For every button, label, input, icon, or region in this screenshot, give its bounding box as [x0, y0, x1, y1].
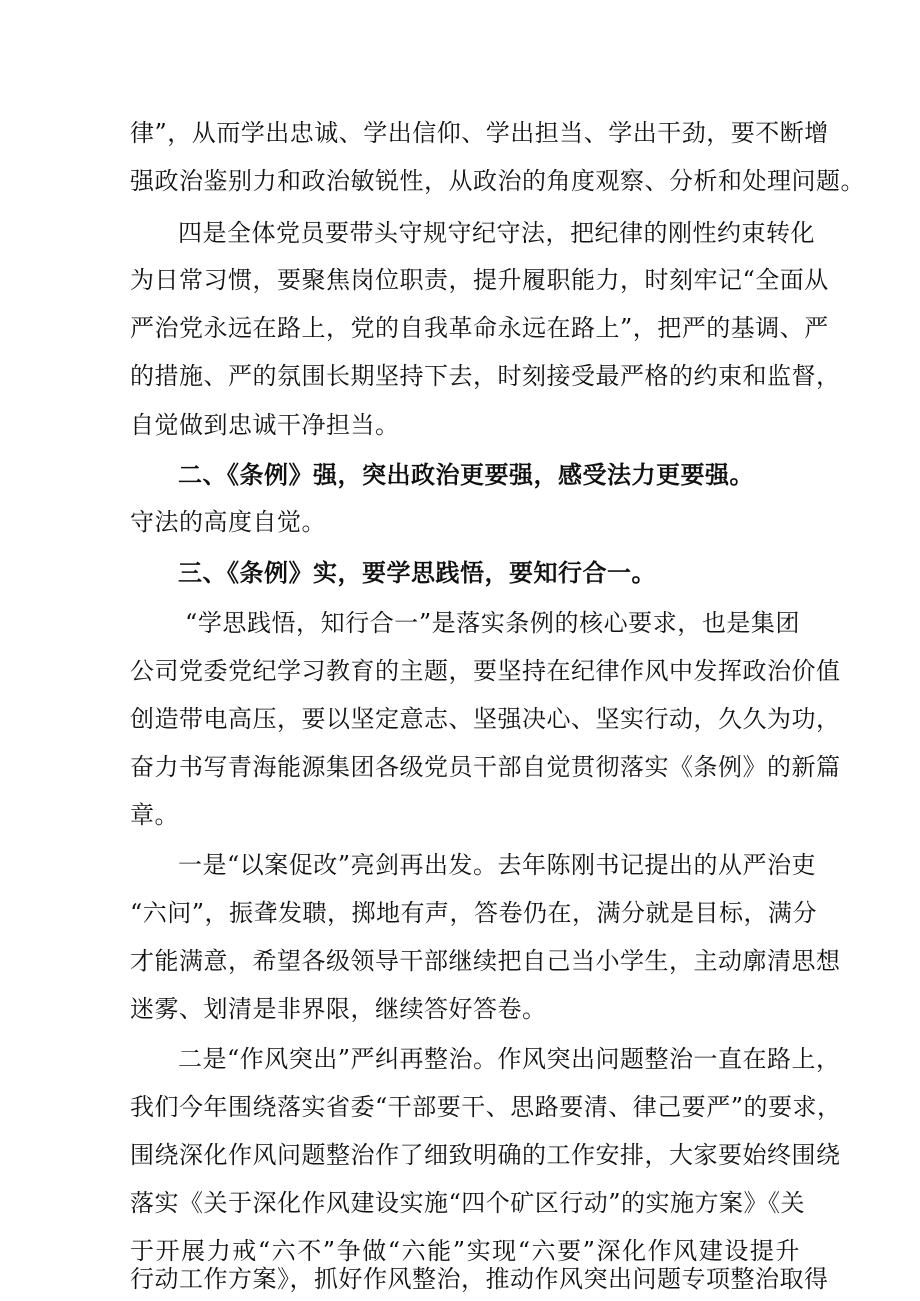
text-line: 强政治鉴别力和政治敏锐性，从政治的角度观察、分析和处理问题。 [130, 167, 865, 195]
text-line: 才能满意，希望各级领导干部继续把自己当小学生，主动廓清思想 [130, 947, 841, 975]
text-line: 一是“以案促改”亮剑再出发。去年陈刚书记提出的从严治吏 [178, 851, 817, 879]
text-line: 创造带电高压，要以坚定意志、坚强决心、坚实行动，久久为功， [130, 705, 841, 733]
section-heading: 二、《条例》强，突出政治更要强，感受法力更要强。 [178, 460, 754, 489]
text-line: 于开展力戒“六不”争做“六能”实现“六要”深化作风建设提升 [130, 1237, 800, 1265]
text-line: 公司党委党纪学习教育的主题，要坚持在纪律作风中发挥政治价值 [130, 657, 841, 685]
text-line: 迷雾、划清是非界限，继续答好答卷。 [130, 995, 547, 1023]
text-line: 行动工作方案》，抓好作风整治，推动作风突出问题专项整治取得 [130, 1265, 829, 1293]
text-line: 落实《关于深化作风建设实施“四个矿区行动”的实施方案》《关 [130, 1189, 806, 1217]
text-line: 自觉做到忠诚干净担当。 [130, 411, 400, 439]
text-line: “学思践悟，知行合一”是落实条例的核心要求，也是集团 [185, 609, 800, 637]
text-line: 律”，从而学出忠诚、学出信仰、学出担当、学出干劲，要不断增 [130, 119, 829, 147]
text-line: 为日常习惯，要聚焦岗位职责，提升履职能力，时刻牢记“全面从 [130, 266, 829, 294]
section-heading: 三、《条例》实，要学思践悟，要知行合一。 [178, 558, 656, 587]
text-line: 奋力书写青海能源集团各级党员干部自觉贯彻落实《条例》的新篇 [130, 753, 841, 781]
text-line: 我们今年围绕落实省委“干部要干、思路要清、律己要严”的要求， [130, 1093, 842, 1121]
text-line: 的措施、严的氛围长期坚持下去，时刻接受最严格的约束和监督， [130, 362, 841, 390]
text-line: 严治党永远在路上，党的自我革命永远在路上”，把严的基调、严 [130, 314, 829, 342]
text-line: 守法的高度自觉。 [130, 508, 326, 536]
text-line: 围绕深化作风问题整治作了细致明确的工作安排，大家要始终围绕 [130, 1141, 841, 1169]
text-line: 二是“作风突出”严纠再整治。作风突出问题整治一直在路上， [178, 1045, 841, 1073]
text-line: 四是全体党员要带头守规守纪守法，把纪律的刚性约束转化 [178, 219, 815, 247]
text-line: “六问”，振聋发聩，掷地有声，答卷仍在，满分就是目标，满分 [130, 899, 818, 927]
text-line: 章。 [130, 801, 179, 829]
